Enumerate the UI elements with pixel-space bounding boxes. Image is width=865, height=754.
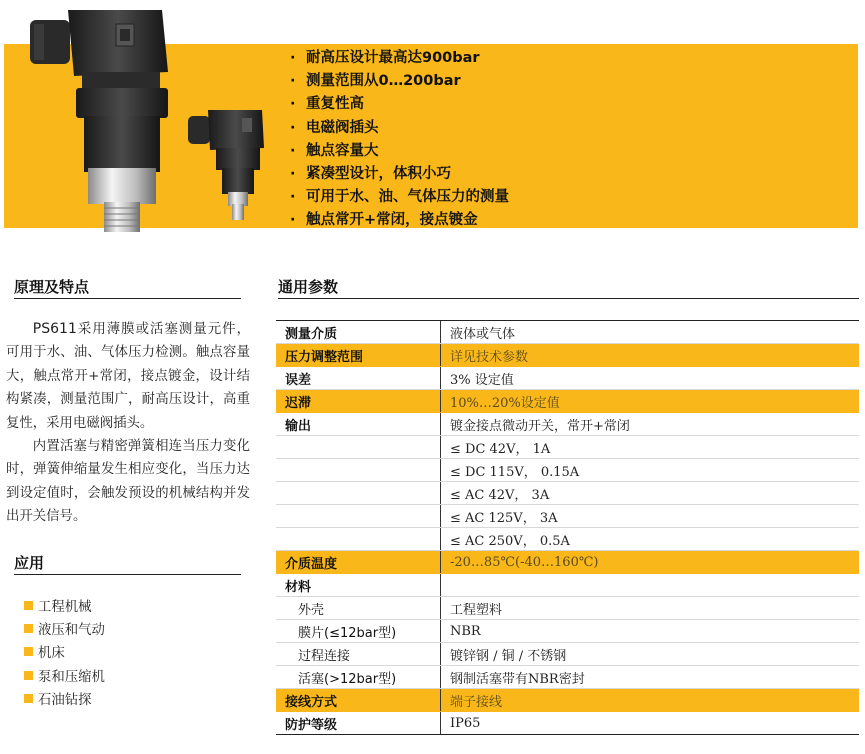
param-value: 详见技术参数 (441, 344, 860, 367)
application-item: 机床 (24, 642, 105, 665)
feature-item: · 电磁阀插头 (290, 119, 379, 136)
param-key: 压力调整范围 (276, 344, 441, 367)
params-row (276, 666, 859, 689)
param-value: ≤ AC 125V， 3A (441, 505, 860, 528)
param-value: ≤ DC 42V， 1A (441, 436, 860, 459)
feature-item: · 触点常开+常闭，接点镀金 (290, 212, 478, 229)
param-key (276, 482, 441, 505)
feature-item: · 重复性高 (290, 96, 364, 113)
params-row (276, 689, 859, 712)
feature-item: · 耐高压设计最高达900bar (290, 50, 480, 66)
param-key (276, 436, 441, 459)
params-row (276, 459, 859, 482)
params-row (276, 482, 859, 505)
params-row (276, 390, 859, 413)
param-value: ≤ DC 115V， 0.15A (441, 459, 860, 482)
application-item: 工程机械 (24, 596, 105, 619)
principle-paragraph-2: 内置活塞与精密弹簧相连当压力变化时，弹簧伸缩量发生相应变化，当压力达到设定值时，会触发预设的机械结构并发出开关信号。 (6, 439, 250, 525)
param-key: 活塞(>12bar型) (276, 666, 441, 689)
params-row (276, 436, 859, 459)
square-bullet-icon (24, 694, 33, 703)
param-value: 钢制活塞带有NBR密封 (441, 666, 860, 689)
params-row (276, 597, 859, 620)
param-value: 端子接线 (441, 689, 860, 712)
param-value: IP65 (441, 712, 860, 735)
param-value: -20…85℃(-40…160℃) (441, 551, 860, 574)
param-value: ≤ AC 250V， 0.5A (441, 528, 860, 551)
square-bullet-icon (24, 671, 33, 680)
params-row (276, 344, 859, 367)
applications-list (24, 596, 105, 712)
feature-item: · 可用于水、油、气体压力的测量 (290, 189, 509, 206)
square-bullet-icon (24, 647, 33, 656)
params-row (276, 413, 859, 436)
principle-text (6, 318, 250, 529)
feature-item: · 紧凑型设计，体积小巧 (290, 166, 451, 183)
param-value: ≤ AC 42V， 3A (441, 482, 860, 505)
application-item: 泵和压缩机 (24, 666, 105, 689)
square-bullet-icon (24, 624, 33, 633)
param-key: 膜片(≤12bar型) (276, 620, 441, 643)
params-row (276, 367, 859, 390)
param-key: 外壳 (276, 597, 441, 620)
params-row (276, 620, 859, 643)
param-key: 输出 (276, 413, 441, 436)
params-row (276, 528, 859, 551)
pressure-switch-small-image (186, 108, 270, 222)
param-value (441, 574, 860, 597)
param-key (276, 459, 441, 482)
pressure-switch-large-image (30, 2, 180, 238)
param-key (276, 528, 441, 551)
param-value: 10%…20%设定值 (441, 390, 860, 413)
params-heading: 通用参数 (278, 276, 859, 299)
param-key: 测量介质 (276, 321, 441, 344)
param-key: 防护等级 (276, 712, 441, 735)
param-key: 接线方式 (276, 689, 441, 712)
params-row (276, 321, 859, 344)
application-item: 石油钻探 (24, 689, 105, 712)
param-key (276, 505, 441, 528)
params-table (276, 320, 859, 735)
applications-heading: 应用 (14, 552, 241, 575)
application-item: 液压和气动 (24, 619, 105, 642)
feature-list (290, 47, 509, 233)
feature-item: · 测量范围从0…200bar (290, 73, 461, 90)
params-row (276, 643, 859, 666)
param-value: 工程塑料 (441, 597, 860, 620)
param-key: 误差 (276, 367, 441, 390)
params-row (276, 574, 859, 597)
param-value: 镀锌钢 / 铜 / 不锈钢 (441, 643, 860, 666)
param-key: 材料 (276, 574, 441, 597)
feature-item: · 触点容量大 (290, 142, 379, 159)
param-key: 过程连接 (276, 643, 441, 666)
param-value: 镀金接点微动开关，常开+常闭 (441, 413, 860, 436)
param-value: 3% 设定值 (441, 367, 860, 390)
params-row (276, 505, 859, 528)
params-row (276, 712, 859, 735)
principle-heading: 原理及特点 (14, 276, 241, 299)
param-value: 液体或气体 (441, 321, 860, 344)
square-bullet-icon (24, 601, 33, 610)
param-key: 迟滞 (276, 390, 441, 413)
principle-paragraph-1: PS611采用薄膜或活塞测量元件，可用于水、油、气体压力检测。触点容量大，触点常开+常闭，接点镀金，设计结构紧凑，测量范围广，耐高压设计，高重复性，采用电磁阀插头。 (6, 321, 250, 431)
param-value: NBR (441, 620, 860, 643)
param-key: 介质温度 (276, 551, 441, 574)
params-row (276, 551, 859, 574)
